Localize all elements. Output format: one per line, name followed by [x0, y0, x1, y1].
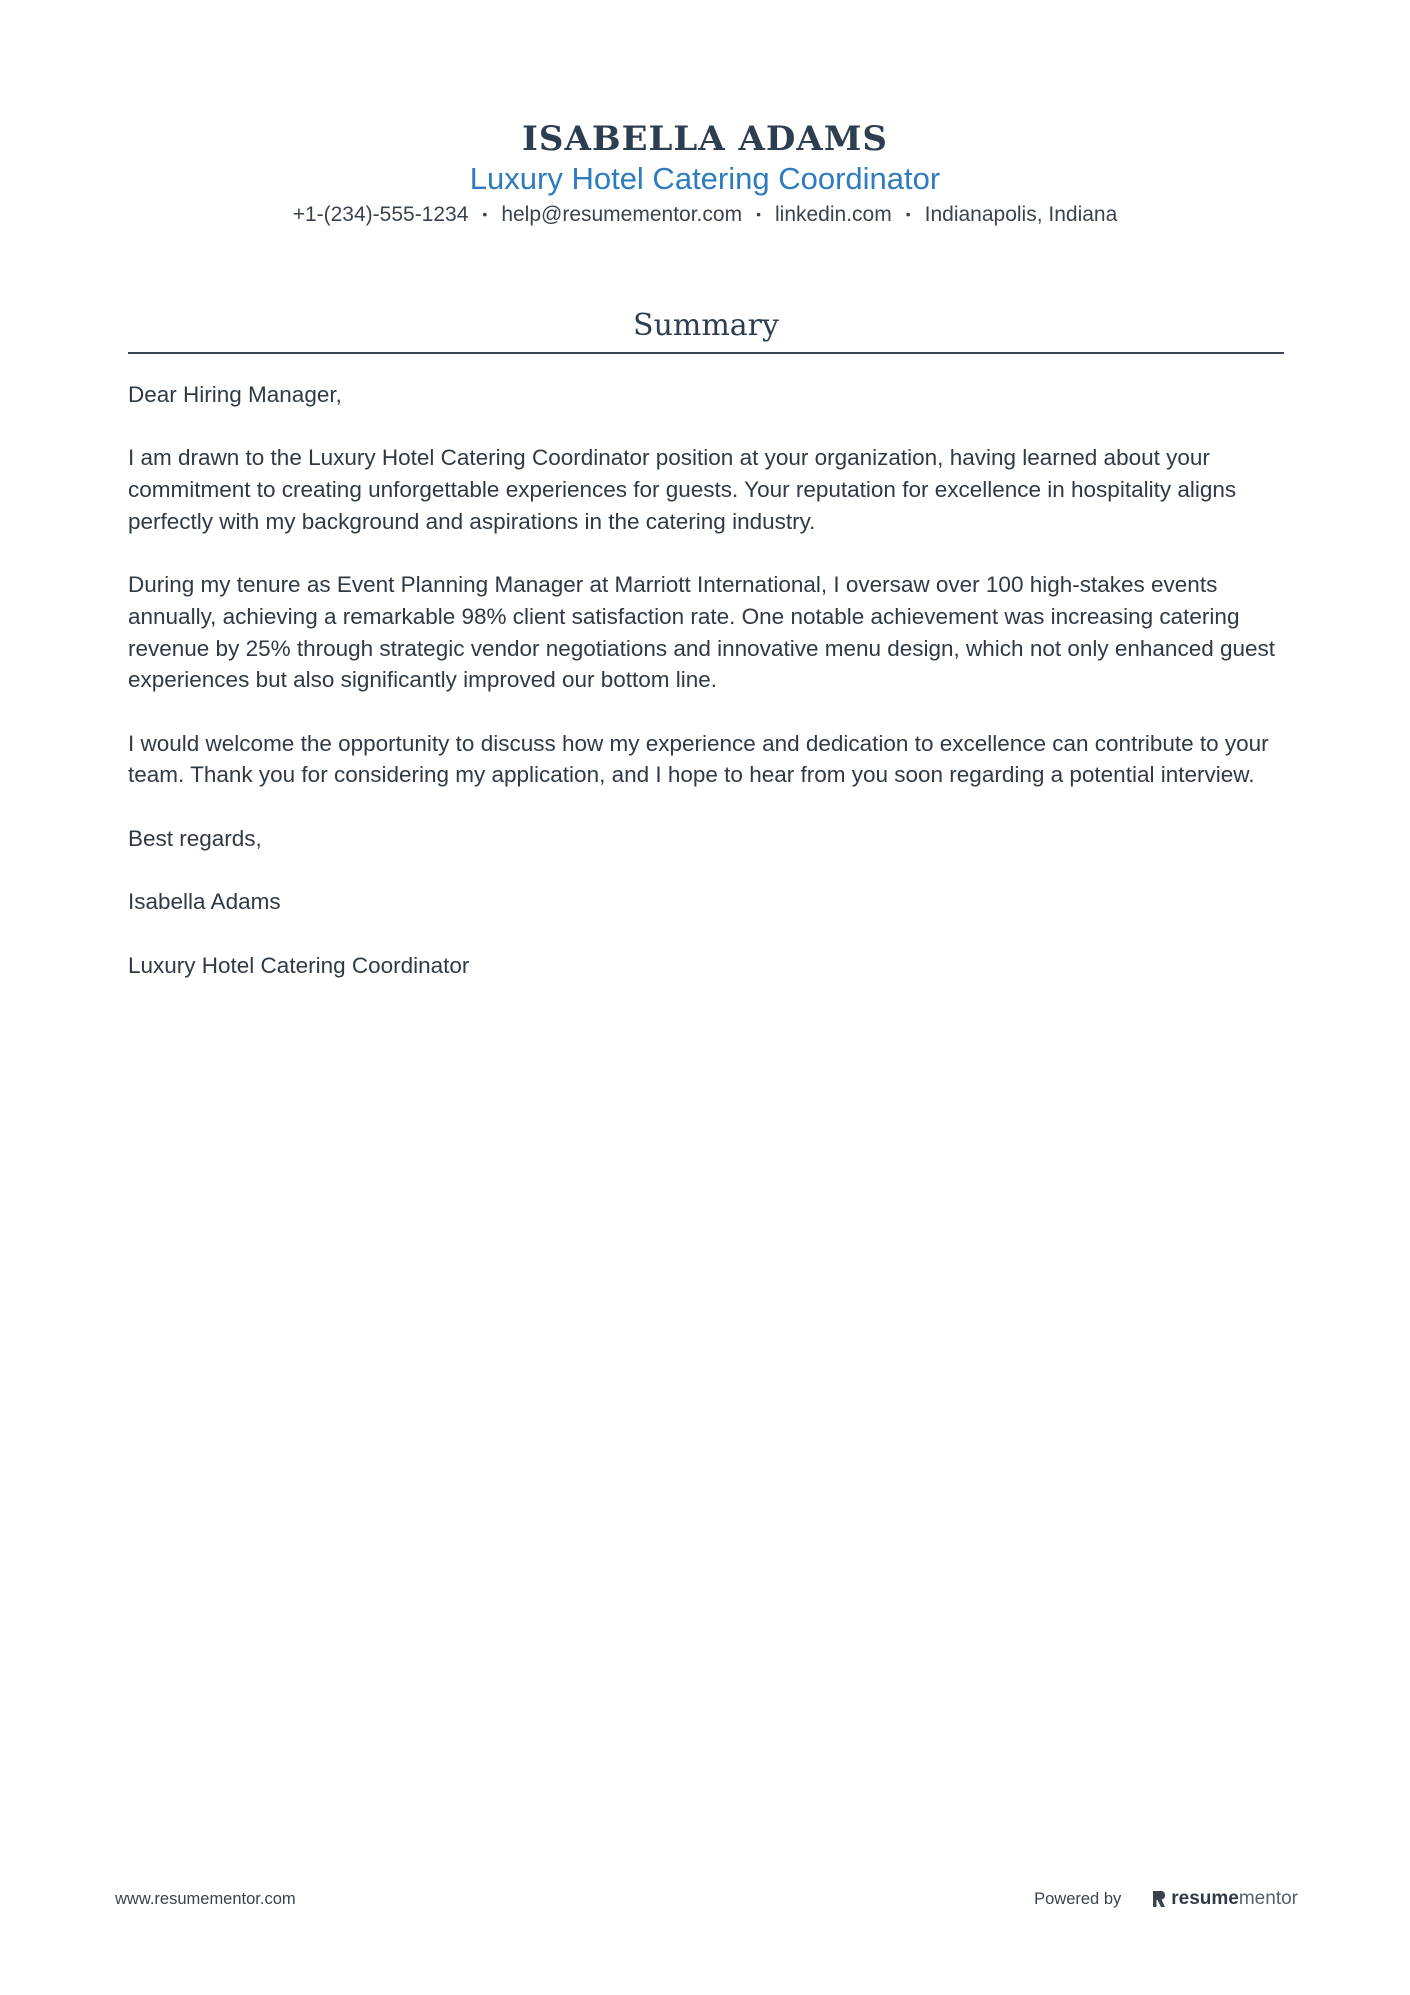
contact-linkedin[interactable]: linkedin.com [774, 203, 892, 226]
letter-paragraph: During my tenure as Event Planning Manager at Marriott International, I oversaw over 100 high-stakes events annually, achieving a remarkable 98% client satisfaction rate. One notable achievement was increasing catering revenue by 25% through strategic vendor negotiations and innovative menu design, which not only enhanced guest experiences but also significantly improved our bottom line. [128, 572, 1276, 693]
applicant-job-title: Luxury Hotel Catering Coordinator [469, 161, 941, 196]
contact-location: Indianapolis, Indiana [924, 203, 1118, 226]
contact-email[interactable]: help@resumementor.com [501, 203, 743, 226]
contact-separator: • [756, 206, 761, 222]
signature-name: Isabella Adams [128, 889, 281, 915]
brand-name-light: mentor [1238, 1888, 1298, 1909]
letter-closing: Best regards, [128, 825, 262, 851]
resumementor-logo-icon [1151, 1889, 1167, 1909]
letter-paragraph: I am drawn to the Luxury Hotel Catering Coordinator position at your organization, having learned about your commitment to creating unforgettable experiences for guests. Your reputation for excellence in hospitality aligns perfectly with my background and aspirations in the catering industry. [128, 445, 1237, 534]
applicant-name: ISABELLA ADAMS [522, 119, 888, 159]
contact-line [0, 198, 1410, 231]
footer-website[interactable]: www.resumementor.com [115, 1890, 296, 1908]
letter-paragraph: I would welcome the opportunity to discuss how my experience and dedication to excellence can contribute to your team. Thank you for considering my application, and I hope to hear from you soon regarding a potential interview. [128, 730, 1269, 788]
signature-title: Luxury Hotel Catering Coordinator [128, 952, 470, 978]
contact-separator: • [482, 206, 488, 222]
section-divider [128, 352, 1284, 354]
header [0, 118, 1410, 231]
footer-branding [1034, 1885, 1298, 1913]
letter-greeting: Dear Hiring Manager, [128, 382, 342, 407]
letter-body [128, 379, 1288, 1013]
contact-separator: • [905, 206, 911, 222]
section-title: Summary [633, 308, 779, 343]
brand-name-bold: resume [1171, 1888, 1239, 1909]
contact-phone: +1-(234)-555-1234 [292, 203, 469, 226]
powered-by-label: Powered by [1034, 1889, 1122, 1908]
